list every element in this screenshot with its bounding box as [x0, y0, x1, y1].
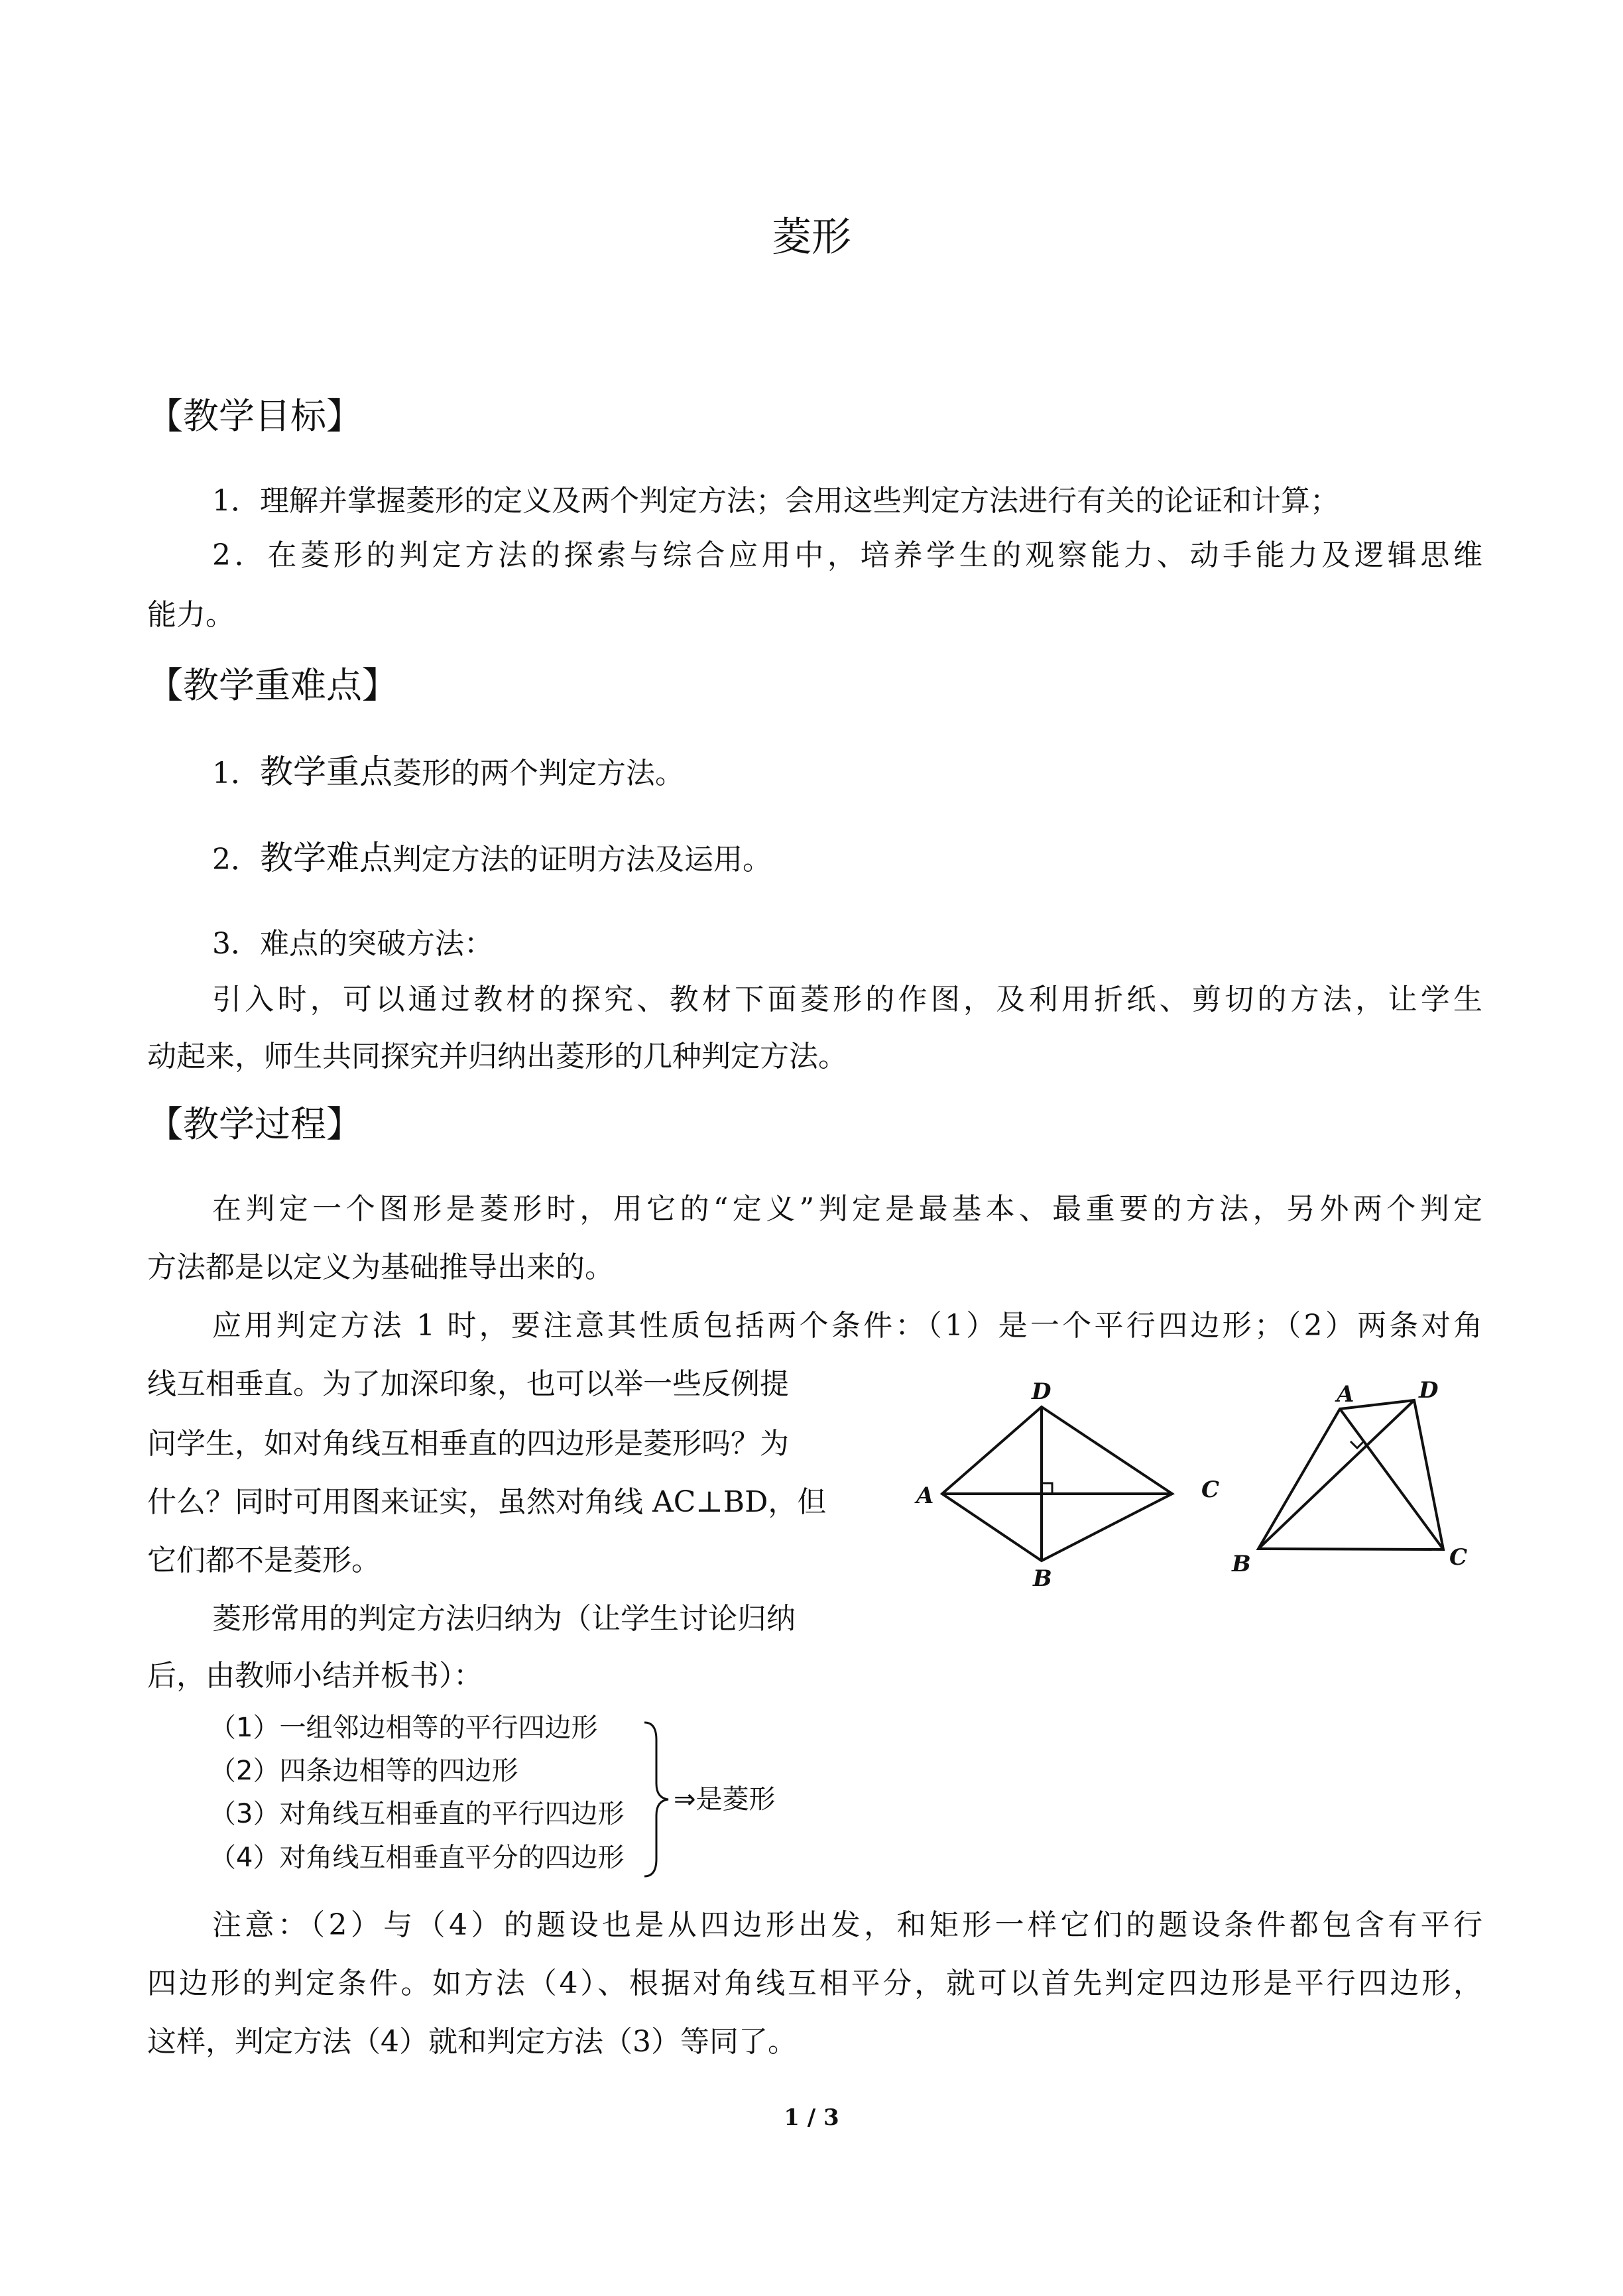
method-conclusion: ⇒是菱形 — [674, 1784, 776, 1815]
process-p3-line2: 后，由教师小结并板书）： — [147, 1659, 483, 1693]
label-A-left: A — [916, 1482, 934, 1509]
key-point-2-number: 2． — [212, 843, 260, 876]
right-brace-icon — [642, 1720, 675, 1879]
process-note-line3: 这样，判定方法（4）就和判定方法（3）等同了。 — [147, 2025, 797, 2059]
method-item-2: （2）四条边相等的四边形 — [210, 1756, 518, 1786]
method-item-4: （4）对角线互相垂直平分的四边形 — [210, 1843, 625, 1873]
label-C-left: C — [1201, 1477, 1220, 1503]
method-item-1: （1）一组邻边相等的平行四边形 — [210, 1713, 598, 1743]
process-p1-line2: 方法都是以定义为基础推导出来的。 — [147, 1250, 614, 1284]
method-item-3: （3）对角线互相垂直的平行四边形 — [210, 1799, 625, 1829]
process-p2-line3: 问学生，如对角线互相垂直的四边形是菱形吗？为 — [147, 1427, 789, 1461]
section-heading-key-points: 【教学重难点】 — [147, 664, 398, 706]
figure-kite — [902, 1366, 1246, 1591]
label-B-right: B — [1232, 1551, 1251, 1577]
label-B-left: B — [1033, 1565, 1052, 1591]
label-D-left: D — [1032, 1378, 1052, 1405]
figure-quadrilateral — [1220, 1366, 1498, 1578]
key-point-para-line1: 引入时，可以通过教材的探究、教材下面菱形的作图，及利用折纸、剪切的方法，让学生 — [212, 983, 1482, 1016]
key-point-1-label: 教学重点 — [260, 753, 392, 791]
section-heading-objectives: 【教学目标】 — [147, 395, 362, 437]
page-number: 1 / 3 — [784, 2104, 839, 2131]
key-point-2-label: 教学难点 — [260, 839, 392, 877]
process-p2-line2: 线互相垂直。为了加深印象，也可以举一些反例提 — [147, 1367, 789, 1401]
process-p1-line1: 在判定一个图形是菱形时，用它的“定义”判定是最基本、最重要的方法，另外两个判定 — [212, 1192, 1482, 1226]
objective-item-1: 1．理解并掌握菱形的定义及两个判定方法；会用这些判定方法进行有关的论证和计算； — [212, 484, 1339, 518]
process-note-line1: 注意：（2）与（4）的题设也是从四边形出发，和矩形一样它们的题设条件都包含有平行 — [212, 1908, 1482, 1942]
objective-item-2-line1: 2．在菱形的判定方法的探索与综合应用中，培养学生的观察能力、动手能力及逻辑思维 — [212, 538, 1482, 572]
key-point-1-number: 1． — [212, 756, 260, 790]
section-heading-process: 【教学过程】 — [147, 1103, 362, 1145]
process-p2-line5: 它们都不是菱形。 — [147, 1543, 381, 1577]
process-p2-line1: 应用判定方法 1 时，要注意其性质包括两个条件：（1）是一个平行四边形；（2）两条对角 — [212, 1309, 1482, 1343]
process-p3-line1: 菱形常用的判定方法归纳为（让学生讨论归纳 — [212, 1602, 796, 1636]
key-point-2-text: 判定方法的证明方法及运用。 — [392, 843, 772, 876]
process-p2-line4: 什么？同时可用图来证实，虽然对角线 AC⊥BD，但 — [147, 1485, 827, 1519]
key-point-1-text: 菱形的两个判定方法。 — [392, 756, 684, 790]
label-D-right: D — [1419, 1377, 1439, 1404]
label-A-right: A — [1337, 1381, 1354, 1408]
page-title: 菱形 — [772, 214, 851, 261]
key-point-item-1 — [212, 752, 684, 794]
process-note-line2: 四边形的判定条件。如方法（4）、根据对角线互相平分，就可以首先判定四边形是平行四边形， — [147, 1966, 1482, 2000]
key-point-item-2 — [212, 838, 772, 880]
key-point-para-line2: 动起来，师生共同探究并归纳出菱形的几种判定方法。 — [147, 1040, 847, 1073]
key-point-item-3: 3．难点的突破方法： — [212, 927, 493, 961]
label-C-right: C — [1449, 1544, 1468, 1571]
objective-item-2-line2: 能力。 — [147, 598, 235, 632]
